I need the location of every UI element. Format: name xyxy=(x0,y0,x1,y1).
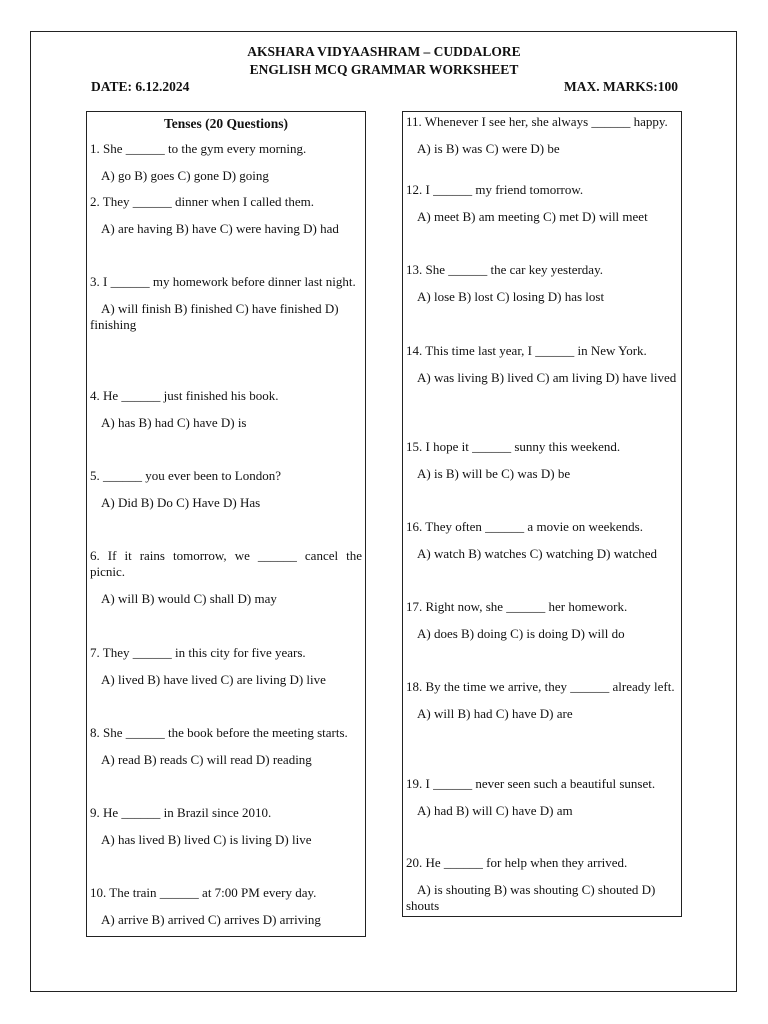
question-17 xyxy=(406,599,678,642)
question-5 xyxy=(90,468,362,511)
question-text: 10. The train ______ at 7:00 PM every day. xyxy=(90,885,317,900)
answer-options: A) go B) goes C) gone D) going xyxy=(101,168,269,183)
answer-options: A) lived B) have lived C) are living D) live xyxy=(101,672,326,687)
question-14 xyxy=(406,343,678,386)
question-1 xyxy=(90,141,362,184)
question-3 xyxy=(90,274,362,333)
answer-options: A) is B) was C) were D) be xyxy=(417,141,560,156)
question-6 xyxy=(90,548,362,607)
question-text: 18. By the time we arrive, they ______ already left. xyxy=(406,679,675,694)
question-20 xyxy=(406,855,678,914)
question-text: 9. He ______ in Brazil since 2010. xyxy=(90,805,272,820)
question-2 xyxy=(90,194,362,237)
question-11 xyxy=(406,114,678,157)
question-text: 14. This time last year, I ______ in New York. xyxy=(406,343,647,358)
right-question-column xyxy=(402,111,682,917)
question-15 xyxy=(406,439,678,482)
answer-options: A) Did B) Do C) Have D) Has xyxy=(101,495,261,510)
max-marks-label: MAX. MARKS:100 xyxy=(564,79,678,94)
question-7 xyxy=(90,645,362,688)
answer-options: A) is shouting B) was shouting C) shouted D) shouts xyxy=(406,882,656,913)
answer-options: A) is B) will be C) was D) be xyxy=(417,466,571,481)
answer-options: A) lose B) lost C) losing D) has lost xyxy=(417,289,605,304)
question-8 xyxy=(90,725,362,768)
answer-options: A) does B) doing C) is doing D) will do xyxy=(417,626,625,641)
question-10 xyxy=(90,885,362,928)
answer-options: A) are having B) have C) were having D) had xyxy=(101,221,339,236)
question-text: 1. She ______ to the gym every morning. xyxy=(90,141,307,156)
question-text: 19. I ______ never seen such a beautiful sunset. xyxy=(406,776,656,791)
question-4 xyxy=(90,388,362,431)
question-text: 15. I hope it ______ sunny this weekend. xyxy=(406,439,621,454)
question-13 xyxy=(406,262,678,305)
answer-options: A) has lived B) lived C) is living D) live xyxy=(101,832,312,847)
answer-options: A) read B) reads C) will read D) reading xyxy=(101,752,312,767)
question-text: 12. I ______ my friend tomorrow. xyxy=(406,182,584,197)
question-text: 20. He ______ for help when they arrived. xyxy=(406,855,628,870)
question-12 xyxy=(406,182,678,225)
question-19 xyxy=(406,776,678,819)
answer-options: A) will finish B) finished C) have finished D) finishing xyxy=(90,301,339,332)
answer-options: A) arrive B) arrived C) arrives D) arriving xyxy=(101,912,321,927)
question-text: 2. They ______ dinner when I called them. xyxy=(90,194,314,209)
left-question-column xyxy=(86,111,366,937)
answer-options: A) has B) had C) have D) is xyxy=(101,415,247,430)
school-name: AKSHARA VIDYAASHRAM – CUDDALORE xyxy=(247,44,521,59)
answer-options: A) was living B) lived C) am living D) have lived xyxy=(417,370,677,385)
question-text: 4. He ______ just finished his book. xyxy=(90,388,279,403)
question-9 xyxy=(90,805,362,848)
question-text: 11. Whenever I see her, she always ______ happy. xyxy=(406,114,668,129)
worksheet-title: ENGLISH MCQ GRAMMAR WORKSHEET xyxy=(249,62,519,77)
question-text: 16. They often ______ a movie on weekends. xyxy=(406,519,643,534)
question-18 xyxy=(406,679,678,722)
question-text: 6. If it rains tomorrow, we ______ cancel the picnic. xyxy=(90,548,362,579)
answer-options: A) watch B) watches C) watching D) watched xyxy=(417,546,658,561)
question-text: 8. She ______ the book before the meeting starts. xyxy=(90,725,348,740)
question-text: 5. ______ you ever been to London? xyxy=(90,468,281,483)
answer-options: A) will B) would C) shall D) may xyxy=(101,591,277,606)
answer-options: A) will B) had C) have D) are xyxy=(417,706,573,721)
answer-options: A) had B) will C) have D) am xyxy=(417,803,573,818)
date-label: DATE: 6.12.2024 xyxy=(91,79,190,94)
answer-options: A) meet B) am meeting C) met D) will meet xyxy=(417,209,648,224)
question-16 xyxy=(406,519,678,562)
question-text: 13. She ______ the car key yesterday. xyxy=(406,262,603,277)
question-text: 3. I ______ my homework before dinner last night. xyxy=(90,274,356,289)
section-heading: Tenses (20 Questions) xyxy=(163,116,289,131)
question-text: 7. They ______ in this city for five years. xyxy=(90,645,306,660)
question-text: 17. Right now, she ______ her homework. xyxy=(406,599,628,614)
